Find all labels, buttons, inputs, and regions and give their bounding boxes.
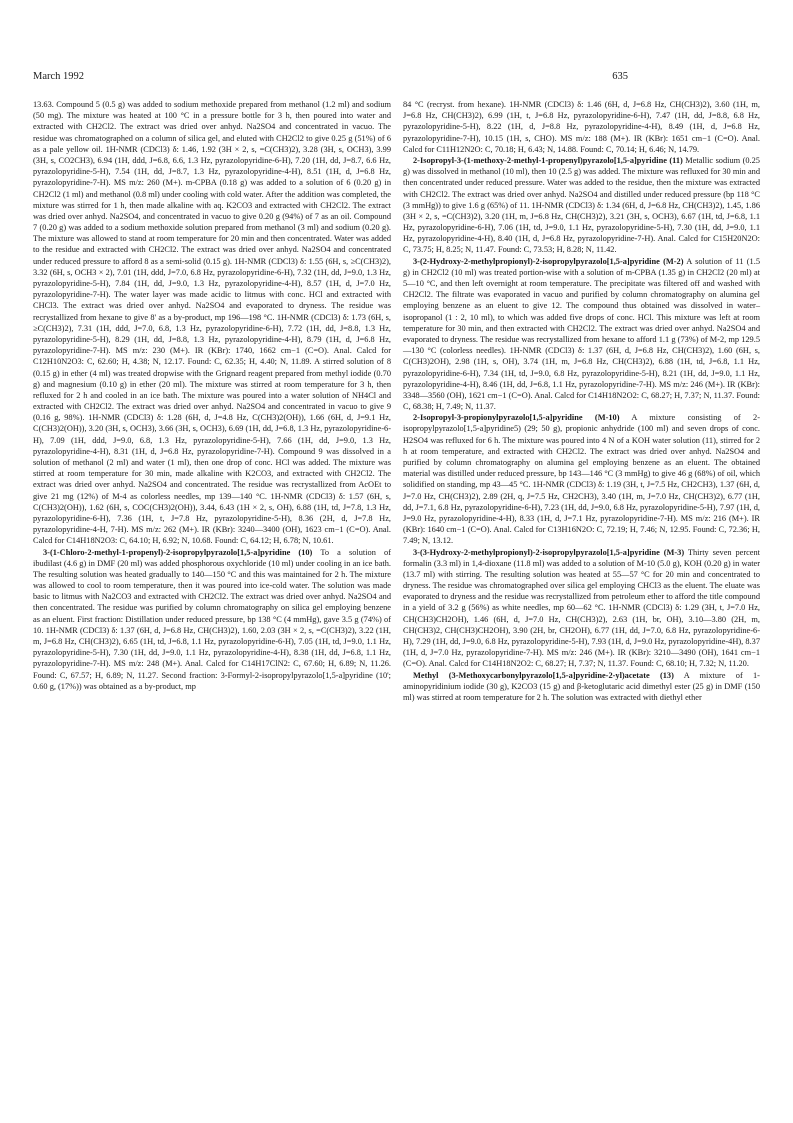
- paragraph-body: Metallic sodium (0.25 g) was dissolved in methanol (10 ml), then 10 (2.5 g) was added. The mixture was refluxed for 30 min and then concentrated under reduced pressure. Water was added to the residue, then the mixture was extracted with CH2Cl2. The extract was dried over anhyd. Na2SO4 and distilled under reduced pressure (bp 118 °C (3 mmHg)) to give 1.6 g (65%) of 11. 1H-NMR (CDCl3) δ: 1.34 (6H, d, J=6.8 Hz, CH(CH3)2), 1.45, 1.86 (3H × 2, s, =C(CH3)2), 3.20 (1H, m, J=6.8 Hz, CH(CH3)2), 3.21 (3H, s, OCH3), 6.67 (1H, td, J=6.8, 1.1 Hz, pyrazolopyridine-6-H), 7.06 (1H, td, J=9.0, 1.1 Hz, pyrazolopyridine-5-H), 7.30 (1H, dd, J=9.0, 1.1 Hz, pyrazolopyridine-4-H), 8.40 (1H, d, J=6.8 Hz, pyrazolopyridine-7-H). Anal. Calcd for C15H20N2O: C, 73.75; H, 8.25; N, 11.47. Found: C, 73.53; H, 8.28; N, 11.42.: [403, 155, 760, 255]
- section-heading: 2-Isopropyl-3-(1-methoxy-2-methyl-1-propenyl)pyrazolo[1,5-a]pyridine (11): [413, 155, 683, 165]
- section-heading: 2-Isopropyl-3-propionylpyrazolo[1,5-a]pyridine (M-10): [413, 413, 620, 423]
- paragraph-body: 84 °C (recryst. from hexane). 1H-NMR (CDCl3) δ: 1.46 (6H, d, J=6.8 Hz, CH(CH3)2), 3.60 (1H, m, J=6.8 Hz, CH(CH3)2), 6.99 (1H, t, J=6.8 Hz, pyrazolopyridine-6-H), 7.47 (1H, dd, J=8.8, 6.8 Hz, pyrazolopyridine-5-H), 8.22 (1H, d, J=8.8 Hz, pyrazolopyridine-4-H), 8.49 (1H, d, J=6.8 Hz, pyrazolopyridine-7-H), 10.15 (1H, s, CHO). MS m/z: 188 (M+). IR (KBr): 1651 cm−1 (C=O). Anal. Calcd for C11H12N2O: C, 70.18; H, 6.43; N, 14.88. Found: C, 70.14; H, 6.46; N, 14.79.: [403, 100, 760, 154]
- page-number: 635: [612, 71, 628, 82]
- paragraph: [403, 99, 760, 155]
- section-heading: 3-(2-Hydroxy-2-methylpropionyl)-2-isopropylpyrazolo[1,5-a]pyridine (M-2): [413, 256, 684, 266]
- right-column: [403, 99, 760, 703]
- section-heading: Methyl (3-Methoxycarbonylpyrazolo[1,5-a]pyridine-2-yl)acetate (13): [413, 670, 674, 680]
- section-paragraph: [33, 547, 391, 692]
- section-paragraph: [403, 155, 760, 256]
- section-paragraph: [403, 670, 760, 704]
- issue-date: March 1992: [33, 71, 85, 82]
- left-column: [33, 99, 391, 692]
- paragraph-body: Thirty seven percent formalin (3.3 ml) in 1,4-dioxane (11.8 ml) was added to a solution of M-10 (5.0 g), KOH (0.20 g) in water (13.7 ml) with stirring. The resulting solution was heated at 55—57 °C for 20 min and concentrated to dryness. The residue was chromatographed over silica gel employing CHCl3 as the eluent. The eluate was evaporated to dryness and the residue was recrystallized from petroleum ether to afford the title compound in a yield of 3.2 g (56%) as white needles, mp 60—62 °C. 1H-NMR (CDCl3) δ: 1.29 (3H, t, J=7.0 Hz, CH(CH3)CH2OH), 1.46 (6H, d, J=7.0 Hz, CH(CH3)2), 2.63 (1H, br, OH), 3.10—3.80 (2H, m, CH(CH3)2, CH(CH3)CH2OH), 3.90 (2H, br, CH2OH), 6.77 (1H, dd, J=7.0, 6.8 Hz, pyrazolopyridine-6-H), 7.29 (1H, dd, J=9.0, 6.8 Hz, pyrazolopyridine-5-H), 7.93 (1H, d, J=9.0 Hz, pyrazolopyridine-4H), 8.37 (1H, d, J=7.0 Hz, pyrazolopyridine-7-H). MS m/z: 246 (M+). IR (KBr): 3210—3490 (OH), 1641 cm−1 (C=O). Anal. Calcd for C14H18N2O2: C, 68.27; H, 7.37; N, 11.37. Found: C, 68.10; H, 7.32; N, 11.20.: [403, 547, 761, 669]
- paragraph-body: A mixture consisting of 2-isopropylpyrazolo[1,5-a]pyridine5) (29; 50 g), propionic anhydride (100 ml) and seven drops of conc. H2SO4 was refluxed for 6 h. The mixture was poured into 4 N of a KOH water solution (11), stirred for 2 h at room temperature, and extracted with CH2Cl2. The extract was dried over anhyd. Na2SO4 and purified by column chromatography on alumina gel employing benzene as an eluent. The obtained material was distilled under reduced pressure, bp 143—146 °C (3 mmHg) to give 46 g (68%) of oil, which solidified on standing, mp 43—45 °C. 1H-NMR (CDCl3) δ: 1.19 (3H, t, J=7.5 Hz, CH2CH3), 1.37 (6H, d, J=7.0 Hz, CH(CH3)2), 2.89 (2H, q, J=7.5 Hz, CH2CH3), 3.40 (1H, m, J=7.0 Hz, CH(CH3)2), 6.77 (1H, dd, J=7.1, 6.8 Hz, pyrazolopyridine-6-H), 7.23 (1H, dd, J=9.0, 6.8 Hz, pyrazolopyridine-5-H), 7.97 (1H, d, J=9.0 Hz, pyrazolopyridine-4-H), 8.33 (1H, d, J=7.1 Hz, pyrazolopyridine-7-H). MS m/z: 216 (M+). IR (KBr): 1640 cm−1 (C=O). Anal. Calcd for C13H16N2O: C, 72.19; H, 7.46; N, 12.95. Found: C, 72.36; H, 7.49; N, 13.12.: [403, 413, 761, 546]
- paragraph-body: A mixture of 1-aminopyridinium iodide (30 g), K2CO3 (15 g) and β-ketoglutaric acid dimethyl ester (25 g) in DMF (150 ml) was stirred at room temperature for 2 h. The solution was extracted with diethyl ether: [403, 670, 760, 702]
- section-heading: 3-(3-Hydroxy-2-methylpropionyl)-2-isopropylpyrazolo[1,5-a]pyridine (M-3): [413, 547, 685, 557]
- section-paragraph: [403, 547, 760, 670]
- section-heading: 3-(1-Chloro-2-methyl-1-propenyl)-2-isopropylpyrazolo[1,5-a]pyridine (10): [43, 547, 313, 557]
- section-paragraph: [403, 412, 760, 546]
- paragraph: [33, 99, 391, 547]
- paragraph-body: 13.63. Compound 5 (0.5 g) was added to sodium methoxide prepared from methanol (1.2 ml) and sodium (50 mg). The mixture was heated at 100 °C in a pressure bottle for 3 h, then poured into water and extracted with CH2Cl2. The extract was dried over anhyd. Na2SO4 and concentrated in vacuo. The residue was chromatographed on a column of silica gel, and eluted with CH2Cl2 to give 0.25 g (51%) of 6 as a pale yellow oil. 1H-NMR (CDCl3) δ: 1.46, 1.92 (3H × 2, s, =C(CH3)2), 3.28 (3H, s, OCH3), 3.99 (3H, s, CO2CH3), 6.94 (1H, ddd, J=6.8, 6.6, 1.3 Hz, pyrazolopyridine-6-H), 7.20 (1H, dd, J=8.7, 6.6 Hz, pyrazolopyridine-5-H), 7.54 (1H, dd, J=8.7, 1.3 Hz, pyrazolopyridine-4-H), 8.51 (1H, d, J=6.8 Hz, pyrazolopyridine-7-H). MS m/z: 260 (M+). m-CPBA (0.18 g) was added to a solution of 6 (0.20 g) in CH2Cl2 (1 ml) and methanol (0.8 ml) under cooling with cold water. After the addition was completed, the mixture was stirred for 1 h, then made alkaline with aq. K2CO3 and extracted with CH2Cl2. The extract was dried over anhyd. Na2SO4, and concentrated in vacuo to give 0.20 g (94%) of 7 as an oil. Compound 7 (0.20 g) was added to a sodium methoxide solution prepared from methanol (3 ml) and sodium (0.20 g). The mixture was allowed to stand at room temperature for 20 min and then concentrated. Water was added to the residue and extracted with CH2Cl2. The extract was dried over anhyd. Na2SO4 and concentrated under reduced pressure to afford 8 as a semi-solid (0.15 g). 1H-NMR (CDCl3) δ: 1.55 (6H, s, ≥C(CH3)2), 3.32 (6H, s, OCH3 × 2), 7.01 (1H, ddd, J=7.0, 6.8 Hz, pyrazolopyridine-6-H), 7.32 (1H, dd, J=9.0, 1.3 Hz, pyrazolopyridine-5-H), 7.84 (1H, dd, J=9.0, 1.3 Hz, pyrazolopyridine-4-H), 8.57 (1H, d, J=7.0 Hz, pyrazolopyridine-7-H). The water layer was made acidic to litmus with conc. HCl and extracted with CHCl3. The extract was dried over anhyd. Na2SO4 and evaporated to dryness. The residue was recrystallized from hexane to give 8' as a by-product, mp 196—198 °C. 1H-NMR (CDCl3) δ: 1.73 (6H, s, ≥C(CH3)2), 7.31 (1H, ddd, J=7.0, 6.8, 1.3 Hz, pyrazolopyridine-6-H), 7.72 (1H, dd, J=8.8, 1.3 Hz, pyrazolopyridine-5-H), 8.29 (1H, dd, J=8.8, 1.3 Hz, pyrazolopyridine-4-H), 8.79 (1H, d, J=6.8 Hz, pyrazolopyridine-7-H). MS m/z: 230 (M+). IR (KBr): 1740, 1662 cm−1 (C=O). Anal. Calcd for C12H10N2O3: C, 62.60; H, 4.38; N, 12.17. Found: C, 62.35; H, 4.40; N, 11.89. A stirred solution of 8 (0.15 g) in ether (4 ml) was treated dropwise with the Grignard reagent prepared from methyl iodide (0.70 g) and magnesium (0.10 g) in ether (20 ml). The mixture was stirred at room temperature for 3 h, then refluxed for 2 h and cooled in an ice bath. The mixture was poured into a water solution of NH4Cl and extracted with CH2Cl2. The extract was dried over anhyd. Na2SO4 and concentrated in vacuo to give 9 (0.16 g, 98%). 1H-NMR (CDCl3) δ: 1.28 (6H, d, J=4.8 Hz, C(CH3)2(OH)), 1.66 (6H, d, J=9.1 Hz, C(CH3)2(OH)), 3.20 (3H, s, OCH3), 3.66 (3H, s, OCH3), 6.69 (1H, dd, J=6.8, 1.3 Hz, pyrazolopyridine-6-H), 7.09 (1H, ddd, J=9.0, 6.8, 1.3 Hz, pyrazolopyridine-5-H), 7.66 (1H, dd, J=9.0, 1.3 Hz, pyrazolopyridine-4-H), 8.31 (1H, d, J=6.8 Hz, pyrazolopyridine-7-H). Compound 9 was dissolved in a solution of methanol (2 ml) and water (1 ml), then one drop of conc. HCl was added. The mixture was stirred at room temperature for 30 min, made alkaline with K2CO3, and extracted with CH2Cl2. The extract was dried over anhyd. Na2SO4 and concentrated. The residue was recrystallized from AcOEt to give 21 mg (12%) of M-4 as colorless needles, mp 139—140 °C. 1H-NMR (CDCl3) δ: 1.57 (6H, s, C(CH3)2(OH)), 1.62 (6H, s, COC(CH3)2(OH)), 3.44, 6.43 (1H × 2, s, OH), 6.88 (1H, td, J=7.8, 1.3 Hz, pyrazolopyridine-6-H), 7.36 (1H, t, J=7.8 Hz, pyrazolopyridine-5-H), 8.36 (2H, d, J=7.8 Hz, pyrazolopyridine-4-H, 7-H). MS m/z: 262 (M+). IR (KBr): 3240—3400 (OH), 1623 cm−1 (C=O). Anal. Calcd for C14H18N2O3: C, 64.10; H, 6.92; N, 10.68. Found: C, 64.12; H, 6.78; N, 10.61.: [33, 100, 391, 546]
- paragraph-body: To a solution of ibudilast (4.6 g) in DMF (20 ml) was added phosphorous oxychloride (10 ml) under cooling in an ice bath. The resulting solution was heated gradually to 140—150 °C and this was maintained for 2 h. The mixture was allowed to cool to room temperature, then it was poured into ice-cold water. The solution was made basic to litmus with Na2CO3 and extracted with CH2Cl2. The extract was dried over anhyd. Na2SO4 and then concentrated. The residue was purified by column chromatography on silica gel employing benzene as an eluent. First fraction: Distillation under reduced pressure, bp 138 °C (4 mmHg), gave 3.5 g (74%) of 10. 1H-NMR (CDCl3) δ: 1.37 (6H, d, J=6.8 Hz, CH(CH3)2), 1.60, 2.03 (3H × 2, s, =C(CH3)2), 3.22 (1H, m, J=6.8 Hz, CH(CH3)2), 6.65 (1H, td, J=6.8, 1.1 Hz, pyrazolopyridine-6-H), 7.05 (1H, td, J=9.0, 1.1 Hz, pyrazolopyridine-5-H), 7.30 (1H, dd, J=9.0, 1.1 Hz, pyrazolopyridine-4-H), 8.38 (1H, dd, J=6.8, 1.1 Hz, pyrazolopyridine-7-H). MS m/z: 248 (M+). Anal. Calcd for C14H17ClN2: C, 67.60; H, 6.89; N, 11.26. Found: C, 67.57; H, 6.89; N, 11.27. Second fraction: 3-Formyl-2-isopropylpyrazolo[1,5-a]pyridine (10'; 0.60 g, (17%)) was obtained as a by-product, mp: [33, 547, 391, 691]
- paragraph-body: A solution of 11 (1.5 g) in CH2Cl2 (10 ml) was treated portion-wise with a solution of m-CPBA (1.35 g) in CH2Cl2 (20 ml) at 5—10 °C, and then left overnight at room temperature. The precipitate was filtered off and washed with CH2Cl2. The filtrate was evaporated in vacuo and purified by column chromatography on alumina gel employing benzene as an eluent to give 12. The compound thus obtained was dissolved in water–isopropanol (1 : 2, 10 ml), to which was added five drops of conc. HCl. This mixture was left at room temperature for 30 min, and then extracted with CH2Cl2. The extract was dried over anhyd. Na2SO4 and evaporated to dryness. The residue was recrystallized from hexane to afford 1.1 g (73%) of M-2, mp 129.5—130 °C (colorless needles). 1H-NMR (CDCl3) δ: 1.37 (6H, d, J=6.8 Hz, CH(CH3)2), 1.60 (6H, s, C(CH3)2OH), 2.98 (1H, s, OH), 3.74 (1H, m, J=6.8 Hz, CH(CH3)2), 6.88 (1H, td, J=6.8, 1.1 Hz, pyrazolopyridine-6-H), 7.34 (1H, td, J=9.0, 6.8 Hz, pyrazolopyridine-5-H), 8.21 (1H, dd, J=9.0, 1.1 Hz, pyrazolopyridine-4-H), 8.46 (1H, dd, J=6.8, 1.1 Hz, pyrazolopyridine-7-H). MS m/z: 246 (M+). IR (KBr): 3348—3560 (OH), 1621 cm−1 (C=O). Anal. Calcd for C14H18N2O2: C, 68.27; H, 7.37; N, 11.37. Found: C, 68.38; H, 7.49; N, 11.37.: [403, 256, 760, 412]
- section-paragraph: [403, 256, 760, 413]
- page-header: [33, 71, 628, 85]
